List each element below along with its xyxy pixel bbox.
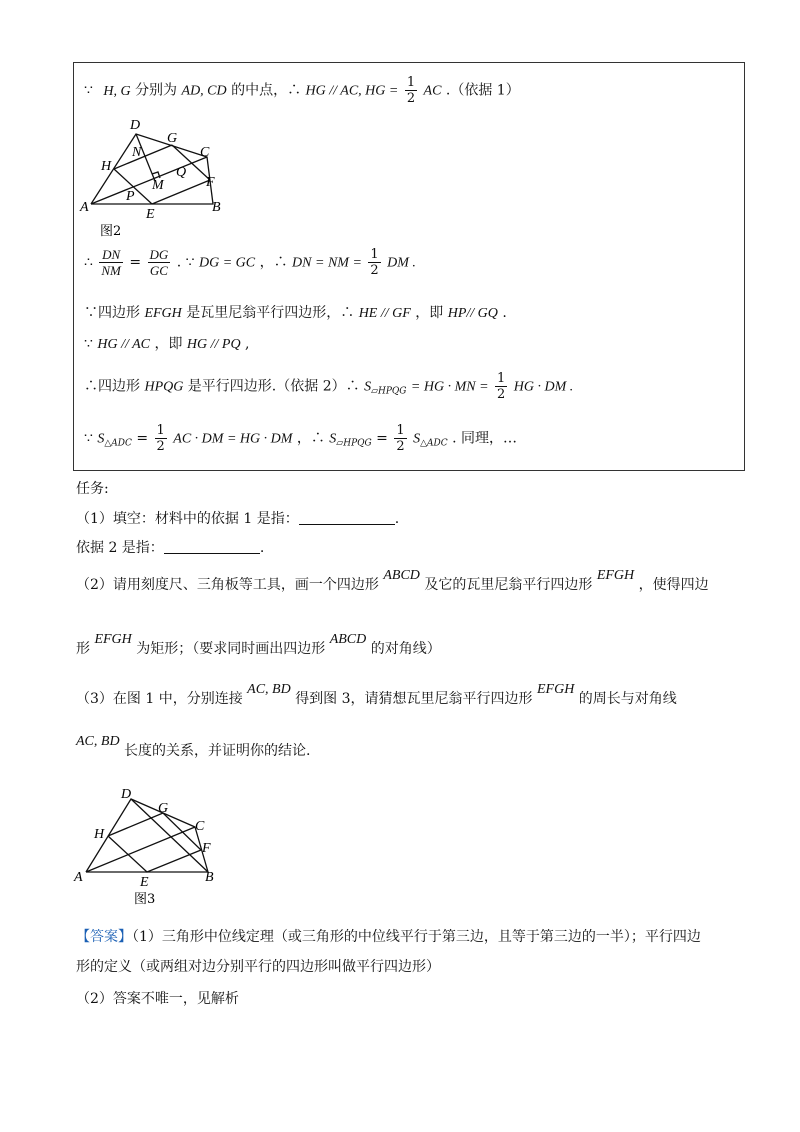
task-q1b: 依据 2 是指： .	[76, 540, 265, 556]
answer-blank-2[interactable]	[164, 541, 260, 554]
label-C: C	[200, 145, 210, 160]
answer-tag: 【答案】	[76, 929, 132, 945]
label-G: G	[158, 801, 169, 816]
answer-blank-1[interactable]	[299, 512, 395, 525]
label-N: N	[132, 145, 142, 160]
box-line-3: ∵四边形 EFGH 是瓦里尼翁平行四边形，∴ HE // GF ，即 HP// GQ .	[84, 305, 507, 321]
label-F: F	[206, 175, 215, 190]
label-D: D	[121, 787, 132, 802]
label-H: H	[94, 827, 105, 842]
label-F: F	[202, 841, 211, 856]
box-line-2: ∴ $\frac{DN}{NM}$ = $\frac{DG}{GC}$ . ∵ DG = GC ，∴ DN = NM = $\frac{1}{2}$ DM .	[84, 247, 416, 278]
box-line-5: ∴四边形 HPQG 是平行四边形.（依据 2）∴ $S_{▱HPQG}$ = HG · MN = $\frac{1}{2}$ HG · DM .	[84, 371, 574, 402]
answer-line-1: 【答案】（1）三角形中位线定理（或三角形的中位线平行于第三边，且等于第三边的一半）；平行四边	[76, 929, 701, 945]
task-q1: （1）填空：材料中的依据 1 是指： .	[76, 511, 400, 527]
label-A: A	[80, 200, 89, 215]
fraction: $\frac{1}{2}$	[370, 247, 379, 278]
label-B: B	[205, 870, 214, 885]
figure-2	[78, 114, 248, 240]
figure-3-caption: 图3	[134, 892, 156, 907]
task-q3-line1: （3）在图 1 中，分别连接 AC, BD 得到图 3，请猜想瓦里尼翁平行四边形 EFGH 的周长与对角线	[76, 682, 677, 707]
label-G: G	[167, 131, 178, 146]
task-q3-line2: AC, BD 长度的关系，并证明你的结论.	[76, 734, 311, 759]
box-line-6: ∵ $S_{\triangle ADC}$ = $\frac{1}{2}$ AC · DM = HG · DM ，∴ $S_{▱HPQG}$ = $\frac{1}{2}$ $S_{\triangle ADC}$ . 同理，…	[84, 423, 517, 454]
task-q2-line1: （2）请用刻度尺、三角板等工具，画一个四边形 ABCD 及它的瓦里尼翁平行四边形 EFGH ，使得四边	[76, 568, 709, 593]
answer-line-3: （2）答案不唯一，见解析	[76, 991, 239, 1007]
label-B: B	[212, 200, 221, 215]
figure-3	[70, 786, 230, 910]
label-D: D	[130, 118, 141, 133]
label-H: H	[101, 159, 112, 174]
label-E: E	[140, 875, 149, 890]
task-title: 任务:	[76, 481, 109, 497]
fraction: $\frac{DG}{GC}$	[149, 247, 169, 278]
fraction: $\frac{1}{2}$	[497, 371, 506, 402]
fraction: $\frac{DN}{NM}$	[101, 247, 121, 278]
label-P: P	[126, 189, 135, 204]
fraction: $\frac{1}{2}$	[406, 75, 416, 106]
fraction: $\frac{1}{2}$	[156, 423, 165, 454]
label-A: A	[74, 870, 83, 885]
figure-2-caption: 图2	[100, 224, 122, 239]
label-C: C	[195, 819, 205, 834]
label-M: M	[152, 178, 164, 193]
box-line-1: ∵ H, G 分别为 AD, CD 的中点，∴ HG // AC, HG = $\frac{1}{2}$ AC .（依据 1）	[84, 75, 520, 106]
answer-line-2: 形的定义（或两组对边分别平行的四边形叫做平行四边形）	[76, 959, 440, 975]
fraction: $\frac{1}{2}$	[396, 423, 405, 454]
label-E: E	[146, 207, 155, 222]
box-line-4: ∵ HG // AC ，即 HG // PQ ,	[84, 336, 250, 352]
task-q2-line2: 形 EFGH 为矩形；（要求同时画出四边形 ABCD 的对角线）	[76, 632, 441, 657]
label-Q: Q	[176, 165, 187, 180]
